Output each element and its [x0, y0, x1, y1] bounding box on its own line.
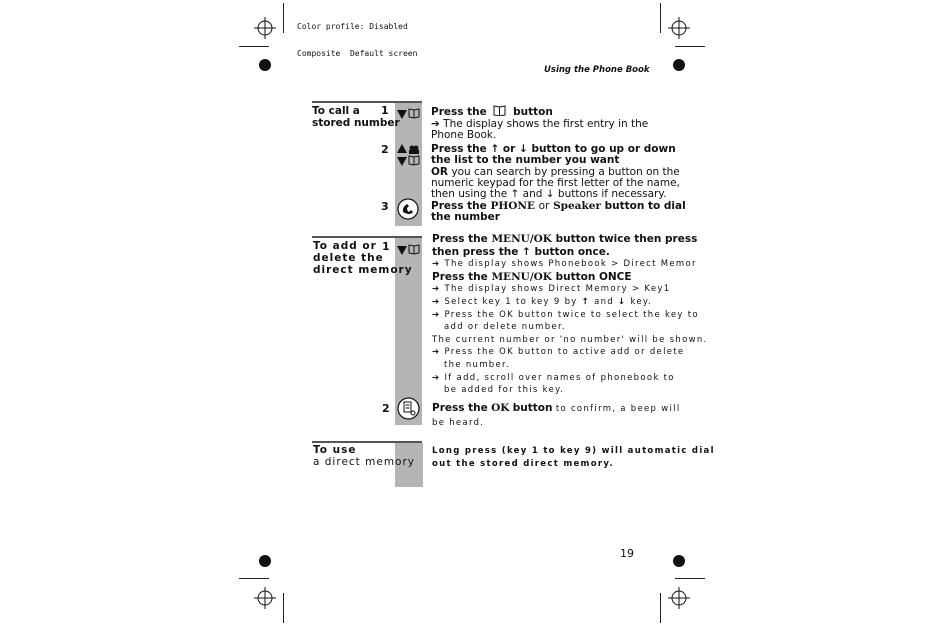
- step-text: [432, 403, 681, 429]
- registration-dot-icon: [673, 555, 685, 567]
- text-line: Long press (key 1 to key 9) will automatic dial: [432, 446, 715, 456]
- text-run: Press the: [431, 106, 487, 118]
- registration-mark-icon: [668, 587, 690, 609]
- section-title-line: To add or: [313, 240, 377, 252]
- text-run: and: [522, 188, 543, 200]
- text-run: to confirm, a beep will: [555, 404, 681, 414]
- arrow-right-icon: ➔: [431, 118, 440, 130]
- text-run: MENU/OK: [491, 233, 552, 245]
- up-down-contacts-icon: [397, 143, 421, 167]
- registration-dot-icon: [259, 59, 271, 71]
- text-run: then press the: [432, 245, 519, 258]
- step-number: 3: [381, 200, 389, 213]
- text-run: button twice then press: [555, 233, 698, 245]
- registration-mark-icon: [254, 587, 276, 609]
- text-run: Press the: [432, 233, 488, 245]
- text-line: be heard.: [432, 418, 485, 428]
- step-number: 1: [382, 240, 390, 253]
- text-run: button: [513, 106, 553, 118]
- text-run: OR: [431, 166, 449, 178]
- crop-mark: [660, 3, 661, 33]
- prepress-line-1: Color profile: Disabled: [297, 22, 408, 31]
- registration-dot-icon: [259, 555, 271, 567]
- arrow-right-icon: ➔: [432, 309, 441, 320]
- text-line: the number: [431, 211, 500, 223]
- section-title-use-memory: [313, 444, 415, 468]
- arrow-right-icon: ➔: [432, 296, 441, 307]
- page-number: 19: [620, 547, 634, 560]
- text-run: or: [502, 143, 516, 155]
- text-line: add or delete number.: [444, 322, 566, 333]
- text-run: The display shows Phonebook > Direct Memor: [444, 259, 697, 270]
- phone-button-icon: [397, 198, 419, 220]
- section-title-line: stored number: [312, 117, 400, 129]
- down-arrow-icon: ↓: [618, 296, 627, 307]
- crop-mark: [283, 3, 284, 33]
- step-text: [432, 233, 708, 397]
- registration-dot-icon: [673, 59, 685, 71]
- text-line: The current number or 'no number' will be shown.: [432, 334, 708, 345]
- down-book-icon: [397, 107, 421, 120]
- section-title-line: a direct memory: [313, 456, 415, 468]
- text-run: you can search by pressing a button on the: [451, 166, 680, 178]
- text-run: button ONCE: [555, 270, 632, 283]
- up-arrow-icon: ↑: [510, 188, 520, 200]
- crop-mark: [660, 593, 661, 623]
- text-run: button to dial: [604, 200, 686, 212]
- text-line: the list to the number you want: [431, 154, 620, 166]
- text-run: Press the OK button twice to select the key to: [444, 309, 699, 320]
- registration-mark-icon: [668, 17, 690, 39]
- step-number: 2: [381, 143, 389, 156]
- section-title-line: direct memory: [313, 264, 413, 276]
- crop-mark: [239, 578, 269, 579]
- text-run: Press the: [432, 270, 488, 283]
- text-run: button: [512, 402, 553, 414]
- text-run: If add, scroll over names of phonebook to: [444, 372, 675, 383]
- text-line: Phone Book.: [431, 129, 497, 141]
- section-title-line: To use: [313, 444, 357, 456]
- prepress-slug: [297, 4, 417, 67]
- text-run: buttons if necessary.: [557, 188, 667, 200]
- down-arrow-icon: ↓: [545, 188, 555, 200]
- text-run: and: [594, 296, 614, 307]
- text-run: button once.: [534, 245, 610, 258]
- running-header: Using the Phone Book: [544, 65, 650, 75]
- arrow-right-icon: ➔: [432, 347, 441, 358]
- crop-mark: [675, 46, 705, 47]
- text-run: MENU/OK: [491, 270, 552, 283]
- section-title-line: delete the: [313, 252, 384, 264]
- text-run: Speaker: [553, 200, 601, 212]
- crop-mark: [675, 578, 705, 579]
- text-run: button to go up or down: [531, 143, 676, 155]
- down-book-icon: [397, 243, 421, 256]
- text-line: numeric keypad for the first letter of the name,: [431, 177, 680, 189]
- step-number: 2: [382, 402, 390, 415]
- text-run: OK: [491, 402, 510, 414]
- arrow-right-icon: ➔: [432, 372, 441, 383]
- text-run: The display shows the first entry in the: [443, 118, 649, 130]
- text-run: Press the: [431, 200, 487, 212]
- text-run: or: [538, 200, 550, 212]
- section-title-line: To call a: [312, 105, 360, 117]
- text-line: be added for this key.: [444, 385, 565, 396]
- up-arrow-icon: ↑: [490, 143, 500, 155]
- text-run: The display shows Direct Memory > Key1: [444, 284, 671, 295]
- text-run: Press the OK button to active add or delete: [444, 347, 685, 358]
- text-run: Press the: [431, 143, 487, 155]
- prepress-line-2: Composite Default screen: [297, 49, 418, 58]
- arrow-right-icon: ➔: [432, 284, 441, 295]
- ok-button-icon: [397, 397, 420, 420]
- crop-mark: [283, 593, 284, 623]
- step-text: [431, 144, 680, 200]
- step-text: [431, 105, 648, 141]
- text-line: the number.: [444, 359, 511, 370]
- text-run: then using the: [431, 188, 508, 200]
- up-arrow-icon: ↑: [581, 296, 591, 307]
- registration-mark-icon: [254, 17, 276, 39]
- text-run: key.: [630, 296, 653, 307]
- step-text: [432, 445, 715, 470]
- step-text: [431, 201, 686, 223]
- step-number: 1: [381, 104, 389, 117]
- crop-mark: [239, 46, 269, 47]
- text-run: Select key 1 to key 9 by: [444, 296, 578, 307]
- book-icon: [493, 105, 506, 116]
- text-line: out the stored direct memory.: [432, 458, 614, 469]
- arrow-right-icon: ➔: [432, 259, 441, 270]
- down-arrow-icon: ↓: [518, 143, 528, 155]
- text-run: Press the: [432, 402, 488, 414]
- up-arrow-icon: ↑: [522, 245, 531, 258]
- text-run: PHONE: [490, 200, 536, 212]
